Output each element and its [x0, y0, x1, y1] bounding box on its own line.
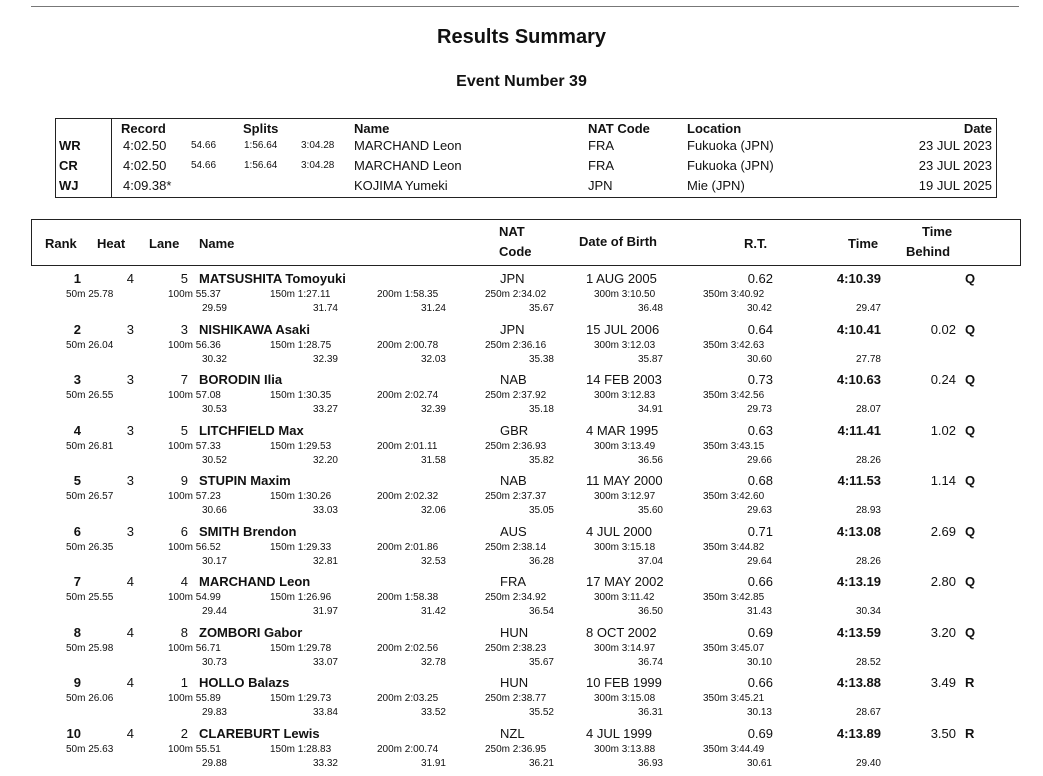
header-lane: Lane: [149, 236, 180, 251]
lap-300m: 36.48: [637, 303, 663, 314]
athlete-name: MARCHAND Leon: [199, 574, 311, 589]
athlete-final-time: 4:11.53: [837, 473, 881, 488]
lap-250m: 35.52: [528, 707, 554, 718]
lap-350m: 30.13: [746, 707, 772, 718]
split-200m: 200m 2:03.25: [377, 693, 439, 704]
athlete-row: [0, 423, 1043, 473]
record-row: [56, 158, 996, 178]
split-150m: 150m 1:30.35: [270, 390, 332, 401]
athlete-rank: 5: [73, 473, 81, 488]
split-350m: 350m 3:44.49: [703, 743, 765, 755]
athlete-time-behind: 3.50: [930, 725, 956, 741]
split-200m: 200m 1:58.38: [377, 592, 439, 603]
lap-350m: 29.64: [746, 555, 772, 567]
record-row: [56, 178, 996, 198]
athlete-name: ZOMBORI Gabor: [199, 624, 303, 640]
lap-200m: 33.52: [420, 707, 446, 718]
split-100m: 100m 56.36: [168, 339, 221, 351]
record-name: KOJIMA Yumeki: [354, 178, 448, 193]
athlete-heat: 4: [126, 675, 134, 690]
record-code: CR: [59, 158, 78, 173]
athlete-dob: 1 AUG 2005: [586, 271, 657, 286]
athlete-dob: 4 JUL 1999: [586, 725, 653, 741]
lap-250m: 36.21: [528, 757, 554, 769]
lap-300m: 36.93: [637, 757, 663, 769]
split-200m: 200m 2:01.86: [377, 541, 439, 553]
page-title: Results Summary: [437, 26, 606, 48]
athlete-reaction-time: 0.63: [747, 422, 773, 438]
record-time: 4:02.50: [123, 158, 167, 173]
athlete-reaction-time: 0.69: [747, 725, 773, 741]
lap-100m: 30.17: [201, 555, 227, 567]
split-200m: 200m 2:01.11: [377, 440, 438, 452]
athlete-name: MATSUSHITA Tomoyuki: [199, 271, 346, 286]
athlete-qualification: Q: [965, 624, 976, 640]
athlete-nat: HUN: [500, 624, 529, 640]
split-200m: 200m 2:02.74: [377, 390, 439, 401]
record-row: [56, 138, 996, 158]
record-name: MARCHAND Leon: [354, 158, 462, 173]
lap-400m: 30.34: [855, 606, 881, 617]
header-splits: Splits: [243, 121, 279, 136]
event-subtitle: Event Number 39: [456, 73, 587, 90]
athlete-dob: 4 JUL 2000: [586, 523, 653, 539]
lap-250m: 35.38: [528, 353, 554, 365]
athlete-reaction-time: 0.62: [747, 271, 773, 286]
split-300m: 300m 3:11.42: [594, 592, 655, 603]
lap-200m: 31.58: [420, 454, 446, 466]
athlete-final-time: 4:10.39: [836, 271, 881, 286]
athlete-heat: 3: [126, 372, 134, 387]
lap-100m: 29.44: [201, 606, 227, 617]
record-split-2: 1:56.64: [244, 160, 278, 171]
split-250m: 250m 2:38.77: [485, 693, 547, 704]
header-time-behind-1: Time: [922, 224, 953, 239]
athlete-time-behind: 1.02: [930, 422, 956, 438]
split-350m: 350m 3:40.92: [703, 289, 765, 300]
split-200m: 200m 1:58.35: [377, 289, 439, 300]
split-50m: 50m 26.35: [66, 541, 114, 553]
athlete-final-time: 4:11.41: [837, 422, 881, 438]
lap-150m: 33.03: [312, 505, 338, 516]
record-nat: JPN: [588, 178, 613, 193]
athlete-lane: 4: [180, 574, 188, 589]
lap-400m: 28.93: [855, 505, 881, 516]
athlete-rank: 10: [66, 725, 81, 741]
athlete-nat: NAB: [500, 372, 527, 387]
athlete-rank: 7: [73, 574, 81, 589]
record-code: WJ: [59, 178, 79, 193]
athlete-rank: 1: [73, 271, 81, 286]
split-150m: 150m 1:29.73: [270, 693, 332, 704]
athlete-reaction-time: 0.73: [747, 372, 773, 387]
lap-100m: 30.53: [201, 404, 227, 415]
lap-400m: 29.47: [855, 303, 881, 314]
split-250m: 250m 2:36.95: [485, 743, 547, 755]
split-300m: 300m 3:10.50: [594, 289, 656, 300]
athlete-dob: 17 MAY 2002: [586, 574, 664, 589]
athlete-nat: NAB: [500, 473, 527, 488]
lap-100m: 30.32: [201, 353, 227, 365]
split-50m: 50m 25.78: [66, 289, 114, 300]
athlete-nat: NZL: [500, 725, 525, 741]
athlete-final-time: 4:13.88: [836, 675, 881, 690]
athlete-final-time: 4:10.41: [836, 321, 881, 337]
lap-300m: 35.87: [637, 353, 663, 365]
split-300m: 300m 3:12.97: [594, 491, 656, 502]
header-record: Record: [121, 121, 166, 136]
lap-150m: 33.27: [312, 404, 338, 415]
split-350m: 350m 3:42.85: [703, 592, 765, 603]
athlete-row: [0, 372, 1043, 422]
athlete-name: LITCHFIELD Max: [199, 422, 304, 438]
record-code: WR: [59, 138, 81, 153]
athlete-name: STUPIN Maxim: [199, 473, 291, 488]
athlete-time-behind: 1.14: [930, 473, 956, 488]
athlete-heat: 4: [126, 271, 134, 286]
athlete-qualification: R: [965, 725, 975, 741]
split-350m: 350m 3:44.82: [703, 541, 765, 553]
athlete-final-time: 4:13.89: [836, 725, 881, 741]
split-200m: 200m 2:00.74: [377, 743, 439, 755]
athlete-lane: 1: [180, 675, 188, 690]
athlete-nat: AUS: [500, 523, 527, 539]
record-date: 23 JUL 2023: [918, 138, 992, 153]
header-heat: Heat: [97, 236, 126, 251]
athlete-name: CLAREBURT Lewis: [199, 725, 320, 741]
split-200m: 200m 2:00.78: [377, 339, 439, 351]
lap-150m: 31.74: [312, 303, 338, 314]
lap-200m: 32.03: [420, 353, 446, 365]
record-nat: FRA: [588, 138, 614, 153]
athlete-time-behind: 0.24: [930, 372, 956, 387]
record-name: MARCHAND Leon: [354, 138, 462, 153]
athlete-nat: JPN: [500, 321, 525, 337]
athlete-dob: 15 JUL 2006: [586, 321, 660, 337]
athlete-time-behind: 0.02: [930, 321, 956, 337]
lap-150m: 32.20: [312, 454, 338, 466]
athlete-lane: 2: [180, 725, 188, 741]
lap-350m: 29.73: [746, 404, 772, 415]
athlete-nat: GBR: [500, 422, 529, 438]
athlete-dob: 14 FEB 2003: [586, 372, 662, 387]
header-location: Location: [687, 121, 742, 136]
split-300m: 300m 3:13.88: [594, 743, 656, 755]
athlete-dob: 10 FEB 1999: [586, 675, 662, 690]
athlete-rank: 8: [73, 624, 81, 640]
athlete-reaction-time: 0.68: [747, 473, 773, 488]
athlete-name: HOLLO Balazs: [199, 675, 290, 690]
lap-100m: 30.73: [201, 656, 227, 668]
athlete-row: [0, 625, 1043, 675]
record-split-2: 1:56.64: [244, 140, 278, 151]
lap-350m: 29.63: [746, 505, 772, 516]
header-name: Name: [354, 121, 390, 136]
lap-300m: 36.50: [637, 606, 663, 617]
split-100m: 100m 55.51: [168, 743, 221, 755]
athlete-dob: 8 OCT 2002: [586, 624, 657, 640]
lap-100m: 30.66: [201, 505, 227, 516]
lap-350m: 29.66: [746, 454, 772, 466]
athlete-reaction-time: 0.64: [747, 321, 773, 337]
split-150m: 150m 1:29.53: [270, 440, 332, 452]
split-250m: 250m 2:34.92: [485, 592, 547, 603]
header-date: Date: [963, 121, 992, 136]
record-split-1: 54.66: [191, 160, 217, 171]
athlete-qualification: R: [965, 675, 975, 690]
athlete-row: [0, 726, 1043, 776]
athlete-row: [0, 322, 1043, 372]
lap-250m: 35.05: [528, 505, 554, 516]
lap-400m: 28.07: [855, 404, 881, 415]
athlete-rank: 3: [73, 372, 81, 387]
lap-300m: 36.74: [637, 656, 663, 668]
record-time: 4:02.50: [123, 138, 167, 153]
athlete-time-behind: 3.49: [930, 675, 956, 690]
split-250m: 250m 2:36.93: [485, 440, 547, 452]
athlete-time-behind: 2.69: [930, 523, 956, 539]
athlete-dob: 4 MAR 1995: [586, 422, 659, 438]
athlete-qualification: Q: [965, 523, 976, 539]
athlete-heat: 3: [126, 473, 134, 488]
lap-400m: 27.78: [855, 353, 881, 365]
athlete-heat: 3: [126, 422, 134, 438]
athlete-rank: 4: [73, 422, 81, 438]
athlete-heat: 3: [126, 321, 134, 337]
lap-250m: 36.28: [528, 555, 554, 567]
split-100m: 100m 56.71: [168, 642, 221, 654]
athlete-qualification: Q: [965, 321, 976, 337]
record-split-3: 3:04.28: [301, 140, 335, 151]
split-150m: 150m 1:29.33: [270, 541, 332, 553]
split-300m: 300m 3:13.49: [594, 440, 656, 452]
split-100m: 100m 54.99: [168, 592, 221, 603]
lap-350m: 30.42: [746, 303, 772, 314]
athlete-time-behind: 3.20: [930, 624, 956, 640]
lap-400m: 28.26: [855, 454, 881, 466]
top-rule: [31, 6, 1019, 7]
records-table: [55, 118, 997, 198]
split-350m: 350m 3:42.63: [703, 339, 765, 351]
header-time-behind-2: Behind: [906, 244, 951, 259]
results-header: [31, 219, 1021, 266]
split-100m: 100m 56.52: [168, 541, 221, 553]
split-150m: 150m 1:26.96: [270, 592, 332, 603]
athlete-name: SMITH Brendon: [199, 523, 297, 539]
split-50m: 50m 25.55: [66, 592, 114, 603]
split-350m: 350m 3:42.60: [703, 491, 765, 502]
athlete-rank: 9: [73, 675, 81, 690]
split-50m: 50m 26.55: [66, 390, 114, 401]
split-50m: 50m 26.81: [66, 440, 114, 452]
athlete-reaction-time: 0.69: [747, 624, 773, 640]
lap-400m: 28.67: [855, 707, 881, 718]
athlete-name: NISHIKAWA Asaki: [199, 321, 311, 337]
lap-300m: 35.60: [637, 505, 663, 516]
athlete-reaction-time: 0.66: [747, 675, 773, 690]
lap-100m: 29.88: [201, 757, 227, 769]
athlete-qualification: Q: [965, 574, 976, 589]
lap-200m: 31.24: [420, 303, 446, 314]
athlete-row: [0, 271, 1043, 321]
lap-150m: 32.81: [312, 555, 338, 567]
lap-300m: 36.31: [637, 707, 663, 718]
lap-300m: 34.91: [637, 404, 663, 415]
lap-100m: 29.59: [201, 303, 227, 314]
lap-300m: 37.04: [637, 555, 663, 567]
lap-100m: 29.83: [201, 707, 227, 718]
lap-350m: 30.10: [746, 656, 772, 668]
split-50m: 50m 26.04: [66, 339, 114, 351]
athlete-lane: 3: [180, 321, 188, 337]
lap-200m: 32.53: [420, 555, 446, 567]
record-time: 4:09.38*: [123, 178, 172, 193]
split-300m: 300m 3:12.83: [594, 390, 656, 401]
lap-250m: 35.67: [528, 656, 554, 668]
lap-400m: 29.40: [855, 757, 881, 769]
record-location: Fukuoka (JPN): [687, 158, 774, 173]
athlete-final-time: 4:13.08: [836, 523, 881, 539]
lap-300m: 36.56: [637, 454, 663, 466]
lap-200m: 32.39: [420, 404, 446, 415]
split-250m: 250m 2:38.14: [485, 541, 547, 553]
split-50m: 50m 26.06: [66, 693, 114, 704]
athlete-heat: 4: [126, 725, 134, 741]
athlete-dob: 11 MAY 2000: [586, 473, 663, 488]
athlete-qualification: Q: [965, 372, 976, 387]
lap-250m: 35.67: [528, 303, 554, 314]
header-time: Time: [848, 236, 879, 251]
athlete-row: [0, 473, 1043, 523]
split-150m: 150m 1:28.83: [270, 743, 332, 755]
athlete-row: [0, 574, 1043, 624]
athlete-lane: 6: [180, 523, 188, 539]
header-name: Name: [199, 236, 235, 251]
lap-350m: 30.61: [746, 757, 772, 769]
athlete-heat: 4: [126, 574, 134, 589]
athlete-lane: 8: [180, 624, 188, 640]
split-50m: 50m 26.57: [66, 491, 114, 502]
athlete-heat: 4: [126, 624, 134, 640]
split-50m: 50m 25.98: [66, 642, 114, 654]
athlete-nat: FRA: [500, 574, 526, 589]
athlete-lane: 5: [180, 422, 188, 438]
header-dob: Date of Birth: [579, 234, 657, 249]
split-250m: 250m 2:34.02: [485, 289, 547, 300]
lap-150m: 33.32: [312, 757, 338, 769]
lap-150m: 32.39: [312, 353, 338, 365]
record-date: 19 JUL 2025: [918, 178, 992, 193]
split-350m: 350m 3:45.21: [703, 693, 765, 704]
athlete-row: [0, 524, 1043, 574]
lap-350m: 30.60: [746, 353, 772, 365]
athlete-reaction-time: 0.71: [747, 523, 773, 539]
athlete-final-time: 4:10.63: [836, 372, 881, 387]
lap-200m: 31.91: [420, 757, 446, 769]
lap-350m: 31.43: [746, 606, 772, 617]
lap-250m: 36.54: [528, 606, 554, 617]
split-350m: 350m 3:42.56: [703, 390, 765, 401]
split-300m: 300m 3:15.18: [594, 541, 656, 553]
athlete-rank: 2: [73, 321, 81, 337]
split-250m: 250m 2:36.16: [485, 339, 547, 351]
split-250m: 250m 2:38.23: [485, 642, 547, 654]
athlete-heat: 3: [126, 523, 134, 539]
split-50m: 50m 25.63: [66, 743, 114, 755]
athlete-row: [0, 675, 1043, 725]
split-350m: 350m 3:45.07: [703, 642, 765, 654]
header-code: Code: [499, 244, 532, 259]
lap-150m: 31.97: [312, 606, 338, 617]
split-300m: 300m 3:15.08: [594, 693, 656, 704]
split-150m: 150m 1:27.11: [270, 289, 331, 300]
header-nat: NAT: [499, 224, 525, 239]
record-split-1: 54.66: [191, 140, 217, 151]
athlete-lane: 5: [180, 271, 188, 286]
record-nat: FRA: [588, 158, 614, 173]
athlete-qualification: Q: [965, 271, 976, 286]
header-rank: Rank: [45, 236, 77, 251]
header-rt: R.T.: [744, 236, 768, 251]
lap-200m: 31.42: [420, 606, 446, 617]
athlete-final-time: 4:13.19: [836, 574, 881, 589]
athlete-time-behind: 2.80: [930, 574, 956, 589]
athlete-reaction-time: 0.66: [747, 574, 773, 589]
split-100m: 100m 55.89: [168, 693, 221, 704]
split-350m: 350m 3:43.15: [703, 440, 765, 452]
lap-200m: 32.78: [420, 656, 446, 668]
split-100m: 100m 57.33: [168, 440, 221, 452]
lap-150m: 33.84: [312, 707, 338, 718]
header-nat: NAT Code: [588, 121, 650, 136]
split-150m: 150m 1:28.75: [270, 339, 332, 351]
record-date: 23 JUL 2023: [918, 158, 992, 173]
lap-400m: 28.52: [855, 656, 881, 668]
athlete-lane: 9: [180, 473, 188, 488]
split-150m: 150m 1:30.26: [270, 491, 332, 502]
athlete-nat: HUN: [500, 675, 529, 690]
lap-100m: 30.52: [201, 454, 227, 466]
lap-150m: 33.07: [312, 656, 338, 668]
split-250m: 250m 2:37.37: [485, 491, 547, 502]
athlete-nat: JPN: [500, 271, 525, 286]
split-200m: 200m 2:02.32: [377, 491, 439, 502]
athlete-name: BORODIN Ilia: [199, 372, 283, 387]
record-location: Mie (JPN): [687, 178, 745, 193]
lap-400m: 28.26: [855, 555, 881, 567]
athlete-final-time: 4:13.59: [836, 624, 881, 640]
split-200m: 200m 2:02.56: [377, 642, 439, 654]
record-location: Fukuoka (JPN): [687, 138, 774, 153]
split-100m: 100m 57.08: [168, 390, 221, 401]
split-100m: 100m 55.37: [168, 289, 221, 300]
athlete-qualification: Q: [965, 473, 976, 488]
split-250m: 250m 2:37.92: [485, 390, 547, 401]
athlete-qualification: Q: [965, 422, 976, 438]
athlete-lane: 7: [180, 372, 188, 387]
records-header: [56, 121, 996, 137]
split-300m: 300m 3:12.03: [594, 339, 656, 351]
split-100m: 100m 57.23: [168, 491, 221, 502]
lap-250m: 35.82: [528, 454, 554, 466]
split-150m: 150m 1:29.78: [270, 642, 332, 654]
lap-250m: 35.18: [528, 404, 554, 415]
athlete-rank: 6: [73, 523, 81, 539]
lap-200m: 32.06: [420, 505, 446, 516]
split-300m: 300m 3:14.97: [594, 642, 656, 654]
record-split-3: 3:04.28: [301, 160, 335, 171]
